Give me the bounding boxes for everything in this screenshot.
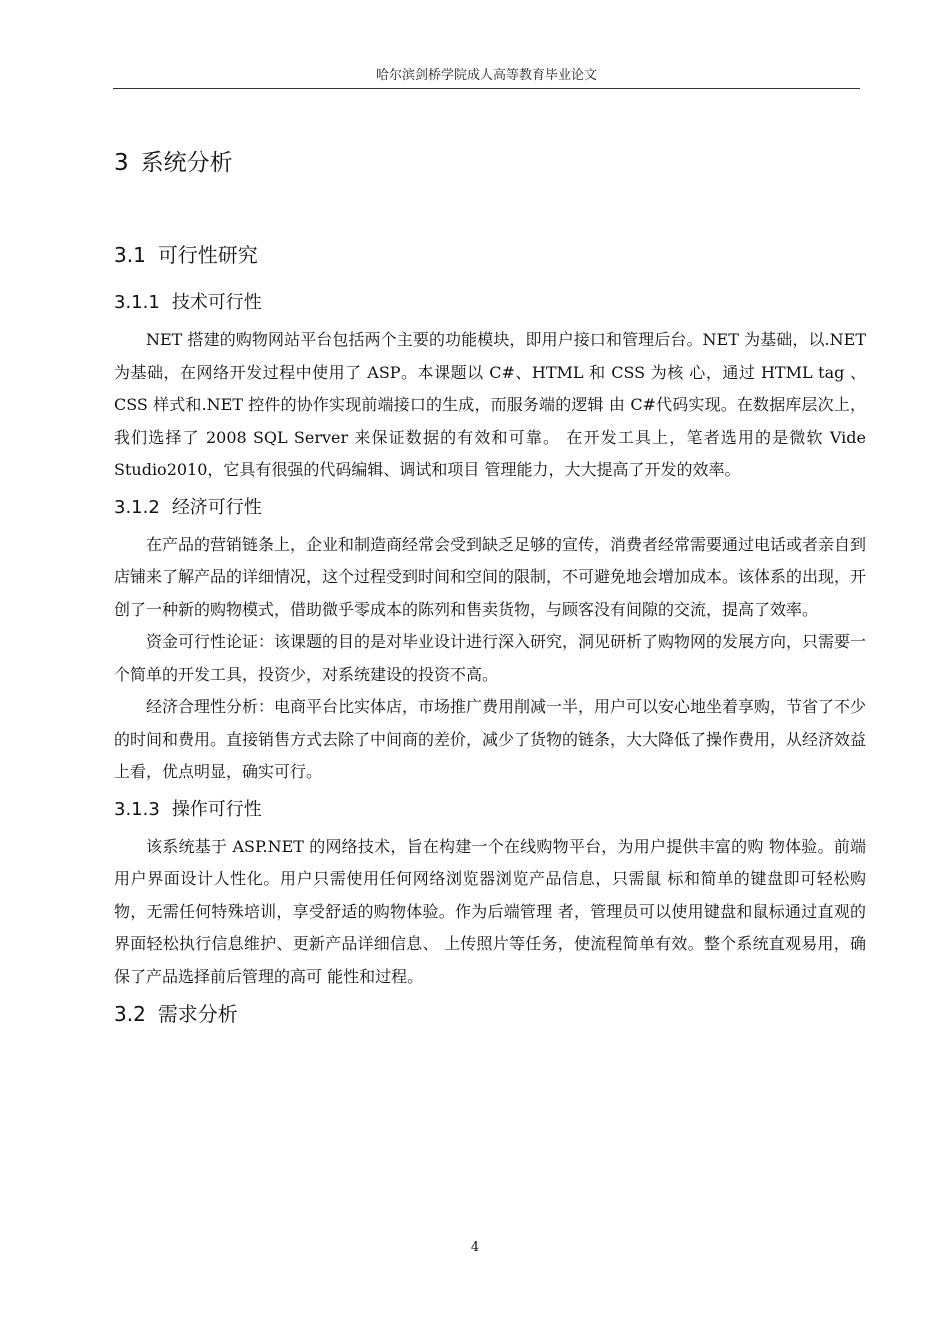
- page-number: 4: [470, 1240, 480, 1255]
- subsection-title: 技术可行性: [171, 292, 262, 313]
- paragraph-economic-rationality: 经济合理性分析：电商平台比实体店，市场推广费用削减一半，用户可以安心地坐着享购，节省了不少的时间和费用。直接销售方式去除了中间商的差价，减少了货物的链条，大大降低了操作费用，从经济效益上看，优点明显，确实可行。: [114, 697, 867, 781]
- subsection-number: 3.1.2: [114, 496, 160, 518]
- section-heading-3-2: [114, 997, 866, 1031]
- chapter-heading: [114, 146, 866, 180]
- subsection-title: 经济可行性: [171, 496, 262, 518]
- subsection-title: 操作可行性: [171, 798, 262, 820]
- paragraph-economic-feasibility: 在产品的营销链条上，企业和制造商经常会受到缺乏足够的宣传，消费者经常需要通过电话或者亲自到店铺来了解产品的详细情况，这个过程受到时间和空间的限制，不可避免地会增加成本。该体系的出现，开创了一种新的购物模式，借助微乎零成本的陈列和售卖货物，与顾客没有间隙的交流，提高了效率。: [114, 534, 867, 619]
- page-body: [114, 146, 866, 1045]
- subsection-heading-3-1-3: [114, 793, 866, 827]
- section-number: 3.1: [114, 243, 146, 267]
- subsection-heading-3-1-2: [114, 491, 866, 525]
- paragraph-technical-feasibility: NET 搭建的购物网站平台包括两个主要的功能模块，即用户接口和管理后台。NET 为基础，以.NET 为基础，在网络开发过程中使用了 ASP。本课题以 C#、HTML 和 CSS 为核 心，通过 HTML tag 、CSS 样式和.NET 控件的协作实现前端接口的生成，而服务端的逻辑 由 C#代码实现。在数据库层次上，我们选择了 2008 SQL Server 来保证数据的有效和可靠。 在开发工具上，笔者选用的是微软 Vide Studio2010，它具有很强的代码编辑、调试和项目 管理能力，大大提高了开发的效率。: [114, 330, 866, 479]
- section-title: 需求分析: [157, 1002, 238, 1026]
- header-divider: [113, 88, 860, 89]
- subsection-number: 3.1.3: [114, 798, 160, 820]
- section-number: 3.2: [114, 1002, 146, 1026]
- section-title: 可行性研究: [157, 243, 258, 267]
- chapter-title: 系统分析: [140, 150, 233, 176]
- subsection-number: 3.1.1: [114, 292, 160, 313]
- paragraph-funding-feasibility: 资金可行性论证：该课题的目的是对毕业设计进行深入研究，洞见研析了购物网的发展方向，只需要一个简单的开发工具，投资少，对系统建设的投资不高。: [114, 632, 867, 684]
- section-heading-3-1: [114, 238, 866, 272]
- paragraph-operational-feasibility: 该系统基于 ASP.NET 的网络技术，旨在构建一个在线购物平台，为用户提供丰富的购 物体验。前端用户界面设计人性化。用户只需使用任何网络浏览器浏览产品信息，只需鼠 标和简单的键盘即可轻松购物，无需任何特殊培训，享受舒适的购物体验。作为后端管理 者，管理员可以使用键盘和鼠标通过直观的界面轻松执行信息维护、更新产品详细信息、 上传照片等任务，使流程简单有效。整个系统直观易用，确保了产品选择前后管理的高可 能性和过程。: [114, 836, 866, 986]
- running-header: 哈尔滨剑桥学院成人高等教育毕业论文: [375, 68, 597, 83]
- chapter-number: 3: [114, 150, 129, 176]
- subsection-heading-3-1-1: [114, 286, 866, 320]
